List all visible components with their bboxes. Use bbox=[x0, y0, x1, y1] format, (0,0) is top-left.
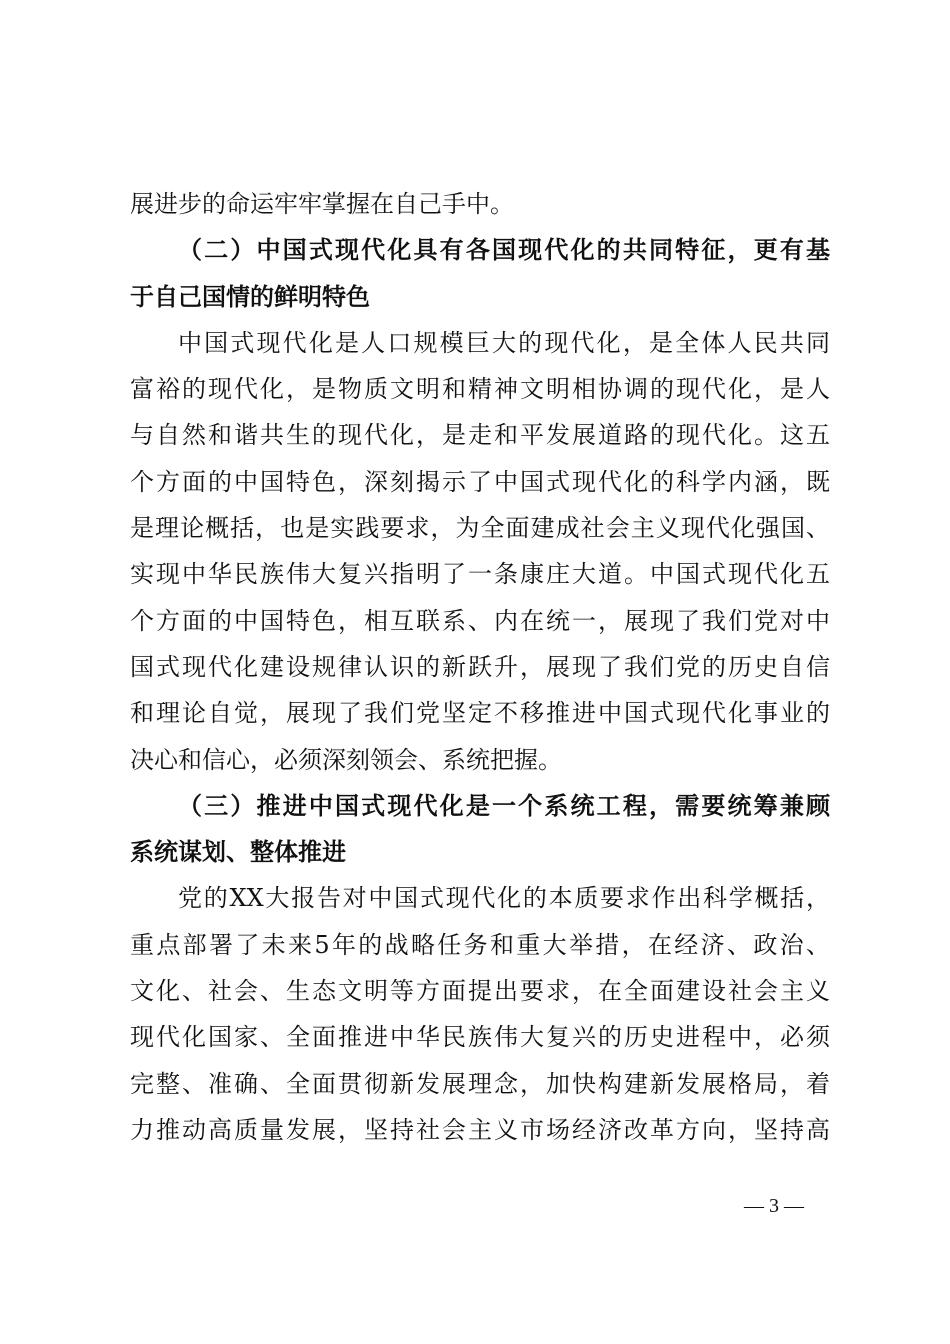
paragraph-line: 重点部署了未来5年的战略任务和重大举措，在经济、政治、 bbox=[130, 930, 830, 959]
paragraph-line: 实现中华民族伟大复兴指明了一条康庄大道。中国式现代化五 bbox=[130, 560, 830, 589]
section-heading-line: 于自己国情的鲜明特色 bbox=[130, 282, 370, 311]
paragraph-line: 是理论概括，也是实践要求，为全面建成社会主义现代化强国、 bbox=[130, 514, 830, 543]
paragraph-line: 力推动高质量发展，坚持社会主义市场经济改革方向，坚持高 bbox=[130, 1115, 830, 1144]
section-heading-line: （三）推进中国式现代化是一个系统工程，需要统筹兼顾 bbox=[178, 791, 830, 820]
paragraph-line: 决心和信心，必须深刻领会、系统把握。 bbox=[130, 745, 562, 774]
paragraph-line: 完整、准确、全面贯彻新发展理念，加快构建新发展格局，着 bbox=[130, 1069, 830, 1098]
paragraph-line: 中国式现代化是人口规模巨大的现代化，是全体人民共同 bbox=[178, 328, 830, 357]
paragraph-line: 党的XX大报告对中国式现代化的本质要求作出科学概括， bbox=[178, 884, 830, 913]
body-text bbox=[130, 181, 830, 1153]
paragraph-line: 和理论自觉，展现了我们党坚定不移推进中国式现代化事业的 bbox=[130, 699, 830, 728]
paragraph-line: 展进步的命运牢牢掌握在自己手中。 bbox=[130, 190, 514, 218]
section-heading-line: （二）中国式现代化具有各国现代化的共同特征，更有基 bbox=[178, 236, 830, 265]
paragraph-line: 个方面的中国特色，相互联系、内在统一，展现了我们党对中 bbox=[130, 606, 830, 635]
page-number: — 3 — bbox=[744, 1195, 804, 1217]
paragraph-line: 富裕的现代化，是物质文明和精神文明相协调的现代化，是人 bbox=[130, 375, 830, 404]
paragraph-line: 与自然和谐共生的现代化，是走和平发展道路的现代化。这五 bbox=[130, 421, 830, 450]
paragraph-line: 现代化国家、全面推进中华民族伟大复兴的历史进程中，必须 bbox=[130, 1023, 830, 1052]
section-heading-line: 系统谋划、整体推进 bbox=[130, 838, 346, 867]
paragraph-line: 个方面的中国特色，深刻揭示了中国式现代化的科学内涵，既 bbox=[130, 467, 830, 496]
paragraph-line: 国式现代化建设规律认识的新跃升，展现了我们党的历史自信 bbox=[130, 652, 830, 681]
paragraph-line: 文化、社会、生态文明等方面提出要求，在全面建设社会主义 bbox=[130, 977, 830, 1006]
